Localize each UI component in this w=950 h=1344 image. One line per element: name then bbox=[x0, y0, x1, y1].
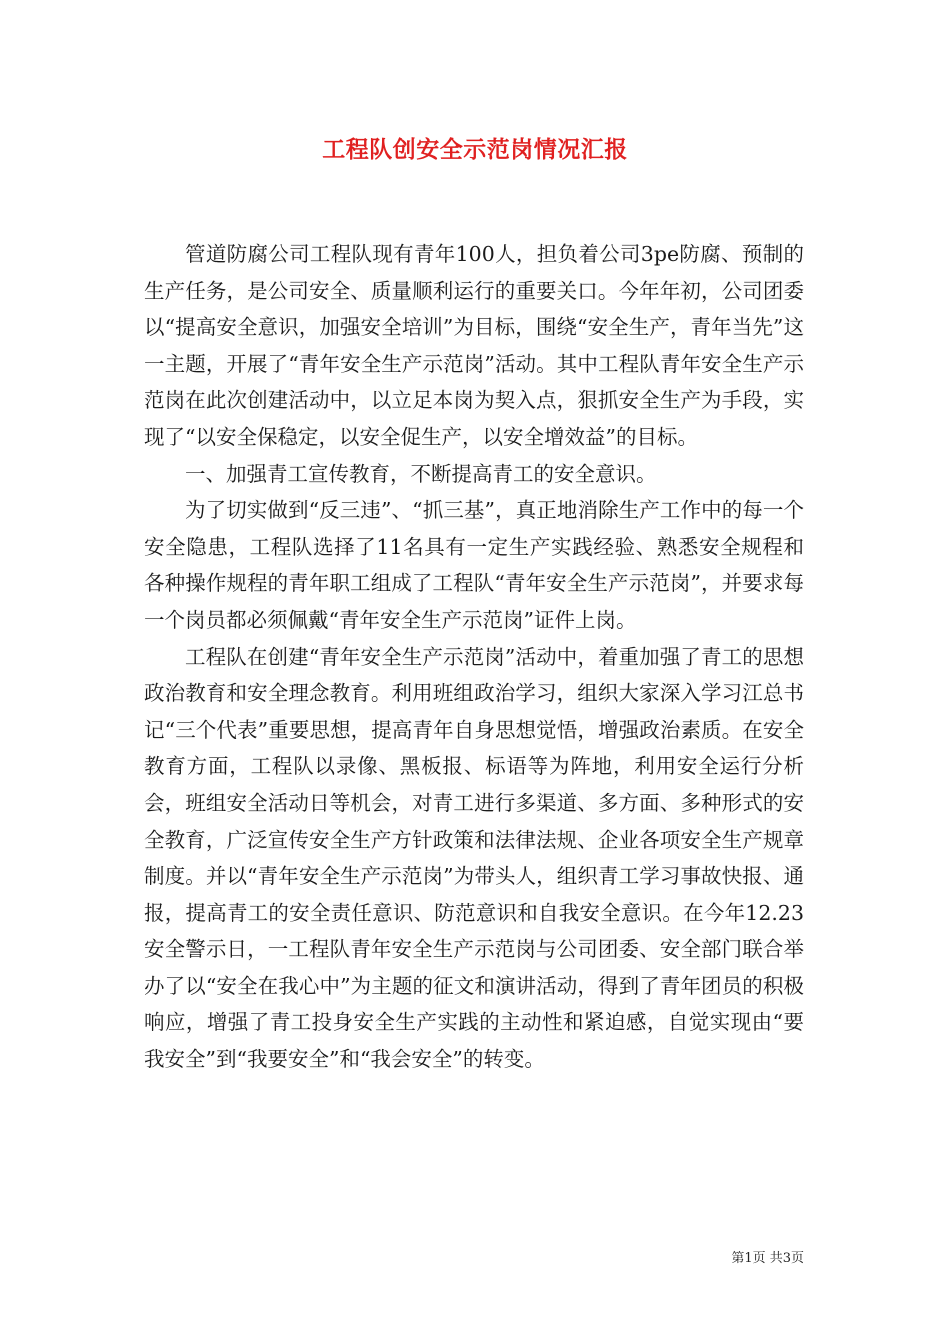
section-heading-1: 一、加强青工宣传教育，不断提高青工的安全意识。 bbox=[185, 461, 657, 486]
document-body bbox=[144, 236, 804, 1078]
page-number: 第1页 共3页 bbox=[731, 1251, 804, 1266]
paragraph-selection: 为了切实做到“反三违”、“抓三基”，真正地消除生产工作中的每一个安全隐患，工程队选择了11名具有一定生产实践经验、熟悉安全规程和各种操作规程的青年职工组成了工程队“青年安全生产示范岗”，并要求每一个岗员都必须佩戴“青年安全生产示范岗”证件上岗。 bbox=[144, 498, 804, 632]
paragraph-intro: 管道防腐公司工程队现有青年100人，担负着公司3pe防腐、预制的生产任务，是公司安全、质量顺利运行的重要关口。今年年初，公司团委以“提高安全意识，加强安全培训”为目标，围绕“安全生产，青年当先”这一主题，开展了“青年安全生产示范岗”活动。其中工程队青年安全生产示范岗在此次创建活动中，以立足本岗为契入点，狠抓安全生产为手段，实现了“以安全保稳定，以安全促生产，以安全增效益”的目标。 bbox=[144, 242, 804, 449]
document-title: 工程队创安全示范岗情况汇报 bbox=[322, 136, 628, 163]
paragraph-education: 工程队在创建“青年安全生产示范岗”活动中，着重加强了青工的思想政治教育和安全理念教育。利用班组政治学习，组织大家深入学习江总书记“三个代表”重要思想，提高青年自身思想觉悟，增强政治素质。在安全教育方面，工程队以录像、黑板报、标语等为阵地，利用安全运行分析会，班组安全活动日等机会，对青工进行多渠道、多方面、多种形式的安全教育，广泛宣传安全生产方针政策和法律法规、企业各项安全生产规章制度。并以“青年安全生产示范岗”为带头人，组织青工学习事故快报、通报，提高青工的安全责任意识、防范意识和自我安全意识。在今年12.23安全警示日，一工程队青年安全生产示范岗与公司团委、安全部门联合举办了以“安全在我心中”为主题的征文和演讲活动，得到了青年团员的积极响应，增强了青工投身安全生产实践的主动性和紧迫感，自觉实现由“要我安全”到“我要安全”和“我会安全”的转变。 bbox=[144, 644, 804, 1072]
